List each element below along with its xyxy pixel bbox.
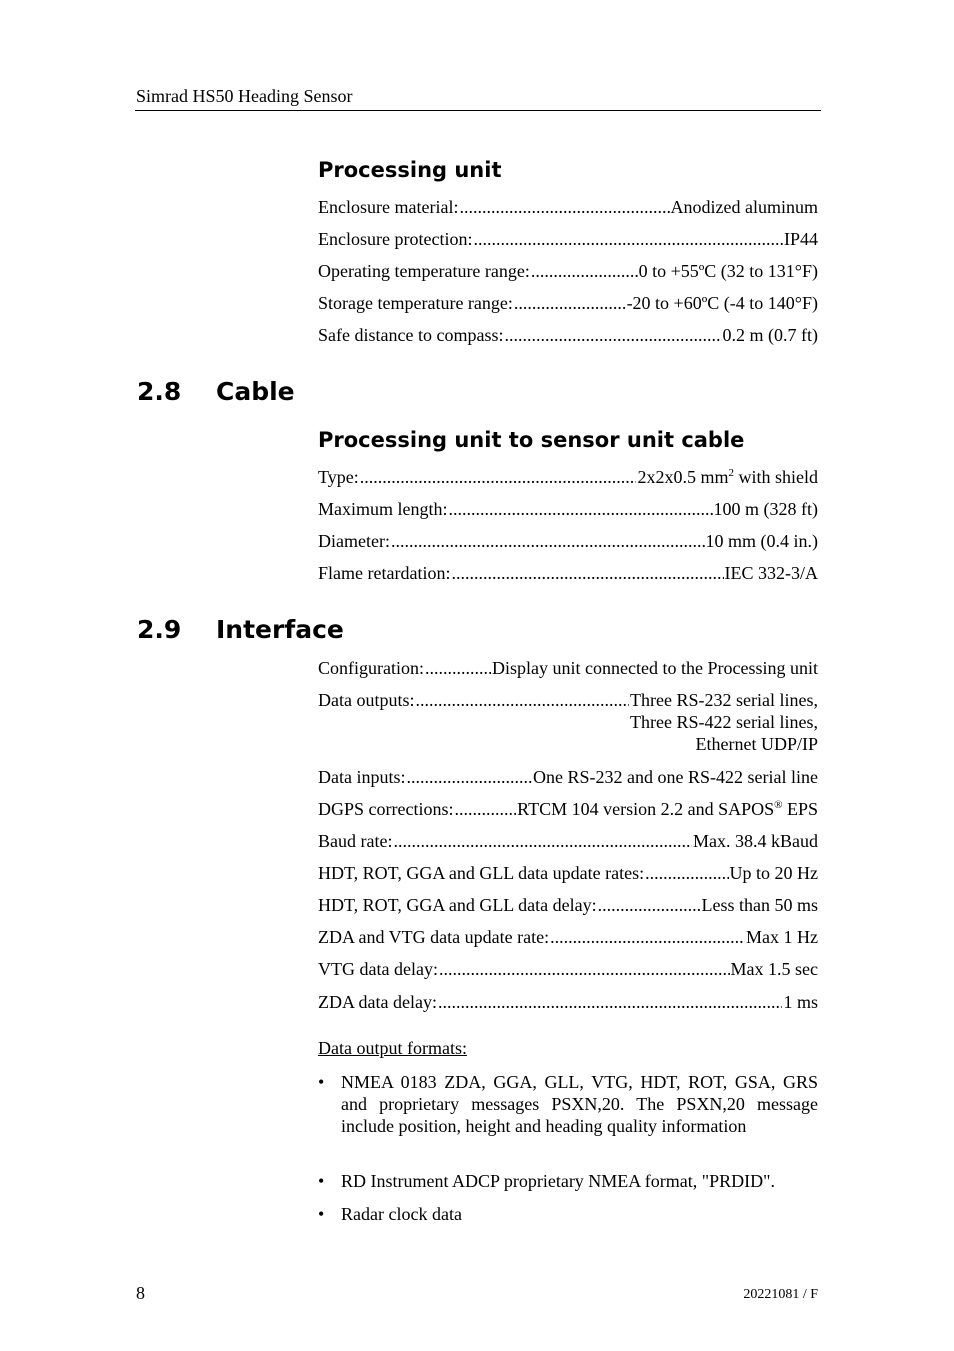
spec-row — [318, 958, 818, 980]
section-number: 2.8 — [137, 377, 182, 406]
spec-row — [318, 830, 818, 852]
spec-row — [318, 196, 818, 218]
dot-leader — [416, 689, 630, 711]
dot-leader — [531, 260, 638, 282]
spec-row — [318, 657, 818, 679]
header-rule — [135, 110, 821, 111]
spec-label: Data inputs: — [318, 767, 406, 787]
running-header: Simrad HS50 Heading Sensor — [136, 86, 353, 106]
dot-leader — [459, 196, 669, 218]
spec-row — [318, 862, 818, 884]
dot-leader — [449, 498, 713, 520]
spec-row — [318, 228, 818, 250]
spec-value-continued: Three RS-422 serial lines, — [630, 712, 818, 732]
dot-leader — [425, 657, 491, 679]
spec-row — [318, 766, 818, 788]
spec-value: IP44 — [783, 229, 818, 249]
spec-value: RTCM 104 version 2.2 and SAPOS® EPS — [517, 799, 818, 819]
dot-leader — [645, 862, 728, 884]
spec-value: 0 to +55ºC (32 to 131°F) — [638, 261, 818, 281]
spec-value: Display unit connected to the Processing unit — [492, 658, 818, 678]
document-id: 20221081 / F — [743, 1287, 818, 1302]
spec-row — [318, 798, 818, 820]
spec-label: Maximum length: — [318, 499, 448, 519]
processing-unit-heading: Processing unit — [318, 158, 502, 182]
page-number: 8 — [136, 1283, 145, 1303]
dot-leader — [514, 292, 626, 314]
spec-label: Enclosure protection: — [318, 229, 473, 249]
spec-value: 10 mm (0.4 in.) — [705, 531, 818, 551]
spec-value: 0.2 m (0.7 ft) — [722, 325, 818, 345]
list-item-text: Radar clock data — [341, 1204, 462, 1224]
spec-row — [318, 466, 818, 488]
spec-row — [318, 991, 818, 1013]
dot-leader — [598, 894, 701, 916]
spec-label: Diameter: — [318, 531, 390, 551]
list-item — [318, 1203, 818, 1225]
spec-value: Three RS-232 serial lines, — [630, 690, 818, 710]
spec-label: Operating temperature range: — [318, 261, 530, 281]
spec-label: Safe distance to compass: — [318, 325, 504, 345]
spec-value: 1 ms — [783, 992, 818, 1012]
spec-row — [318, 324, 818, 346]
dot-leader — [504, 324, 721, 346]
spec-value: Up to 20 Hz — [729, 863, 818, 883]
dot-leader — [550, 926, 745, 948]
spec-row — [318, 530, 818, 552]
bullet-icon: • — [318, 1072, 325, 1092]
spec-row — [318, 926, 818, 948]
spec-value-continued: Ethernet UDP/IP — [695, 734, 818, 754]
list-item — [318, 1071, 818, 1137]
spec-row — [318, 894, 818, 916]
dot-leader — [393, 830, 692, 852]
list-item-text: NMEA 0183 ZDA, GGA, GLL, VTG, HDT, ROT, GSA, GRS and proprietary messages PSXN,20. The PSXN,20 message include position, height and heading quality information — [341, 1072, 818, 1136]
section-number: 2.9 — [137, 615, 182, 644]
spec-value: Max. 38.4 kBaud — [693, 831, 818, 851]
spec-label: Configuration: — [318, 658, 424, 678]
spec-value: 100 m (328 ft) — [713, 499, 818, 519]
dot-leader — [438, 991, 783, 1013]
dot-leader — [454, 798, 516, 820]
spec-value: One RS-232 and one RS-422 serial line — [533, 767, 818, 787]
spec-value: Anodized aluminum — [670, 197, 818, 217]
section-title: Interface — [216, 615, 344, 644]
cable-subheading: Processing unit to sensor unit cable — [318, 428, 745, 452]
section-title: Cable — [216, 377, 295, 406]
spec-label: DGPS corrections: — [318, 799, 454, 819]
spec-value: Less than 50 ms — [701, 895, 818, 915]
spec-label: Data outputs: — [318, 690, 415, 710]
list-item-text: RD Instrument ADCP proprietary NMEA format, "PRDID". — [341, 1171, 775, 1191]
spec-value: Max 1.5 sec — [730, 959, 818, 979]
spec-label: HDT, ROT, GGA and GLL data delay: — [318, 895, 597, 915]
data-output-formats-title: Data output formats: — [318, 1038, 467, 1058]
spec-value: IEC 332-3/A — [724, 563, 818, 583]
spec-label: ZDA data delay: — [318, 992, 437, 1012]
spec-label: Storage temperature range: — [318, 293, 513, 313]
spec-value: -20 to +60ºC (-4 to 140°F) — [626, 293, 818, 313]
dot-leader — [473, 228, 783, 250]
spec-row — [318, 292, 818, 314]
dot-leader — [439, 958, 730, 980]
dot-leader — [391, 530, 705, 552]
spec-label: Type: — [318, 467, 359, 487]
spec-row — [318, 498, 818, 520]
spec-label: Enclosure material: — [318, 197, 459, 217]
spec-row — [318, 689, 818, 711]
bullet-icon: • — [318, 1171, 325, 1191]
dot-leader — [407, 766, 533, 788]
spec-row — [318, 562, 818, 584]
spec-value: 2x2x0.5 $mm^2$ with shield — [637, 467, 818, 487]
spec-label: Baud rate: — [318, 831, 393, 851]
bullet-icon: • — [318, 1204, 325, 1224]
spec-label: ZDA and VTG data update rate: — [318, 927, 550, 947]
list-item — [318, 1170, 818, 1192]
spec-label: HDT, ROT, GGA and GLL data update rates: — [318, 863, 645, 883]
spec-row — [318, 260, 818, 282]
dot-leader — [360, 466, 637, 488]
spec-label: Flame retardation: — [318, 563, 451, 583]
spec-label: VTG data delay: — [318, 959, 438, 979]
spec-value: Max 1 Hz — [746, 927, 818, 947]
dot-leader — [451, 562, 723, 584]
